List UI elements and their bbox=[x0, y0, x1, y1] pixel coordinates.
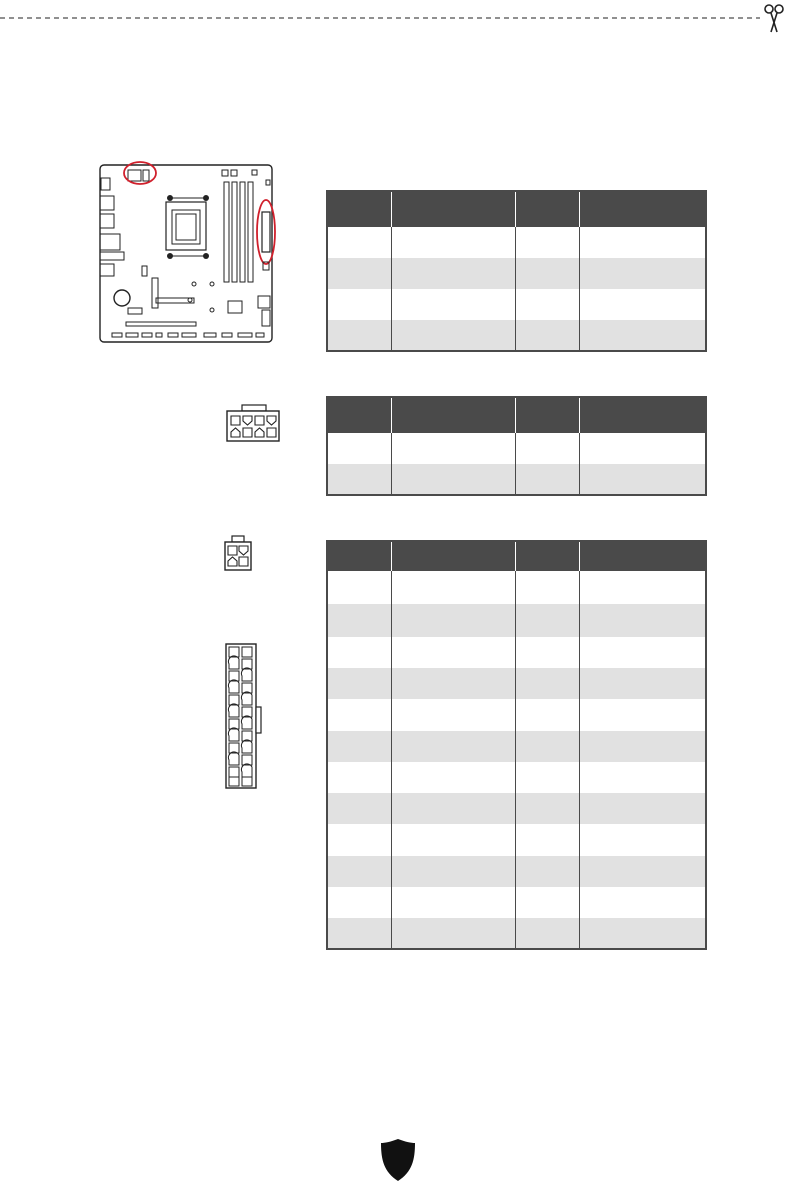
8-pin-connector bbox=[226, 404, 280, 442]
table-row bbox=[327, 604, 706, 637]
table-row bbox=[327, 918, 706, 949]
pin-table-1 bbox=[326, 190, 707, 352]
table-row bbox=[327, 793, 706, 824]
table-row bbox=[327, 289, 706, 320]
table-row bbox=[327, 320, 706, 351]
24-pin-connector bbox=[225, 643, 263, 789]
table-row bbox=[327, 637, 706, 668]
table-row bbox=[327, 887, 706, 918]
scissors-icon bbox=[765, 5, 783, 32]
motherboard-diagram bbox=[98, 158, 280, 344]
table-row bbox=[327, 762, 706, 793]
table-row bbox=[327, 731, 706, 762]
table-row bbox=[327, 856, 706, 887]
table-row bbox=[327, 668, 706, 699]
shield-logo-icon bbox=[380, 1138, 416, 1182]
table-row bbox=[327, 258, 706, 289]
scissors-cut-line bbox=[0, 0, 794, 40]
table-row bbox=[327, 227, 706, 258]
pin-table-3 bbox=[326, 540, 707, 950]
table-row bbox=[327, 433, 706, 464]
table-row bbox=[327, 824, 706, 856]
table-row bbox=[327, 571, 706, 604]
table-header-row bbox=[327, 397, 706, 433]
4-pin-connector bbox=[224, 535, 252, 571]
pin-table-2 bbox=[326, 396, 707, 496]
table-row bbox=[327, 464, 706, 495]
table-header-row bbox=[327, 191, 706, 227]
table-header-row bbox=[327, 541, 706, 571]
table-row bbox=[327, 699, 706, 731]
